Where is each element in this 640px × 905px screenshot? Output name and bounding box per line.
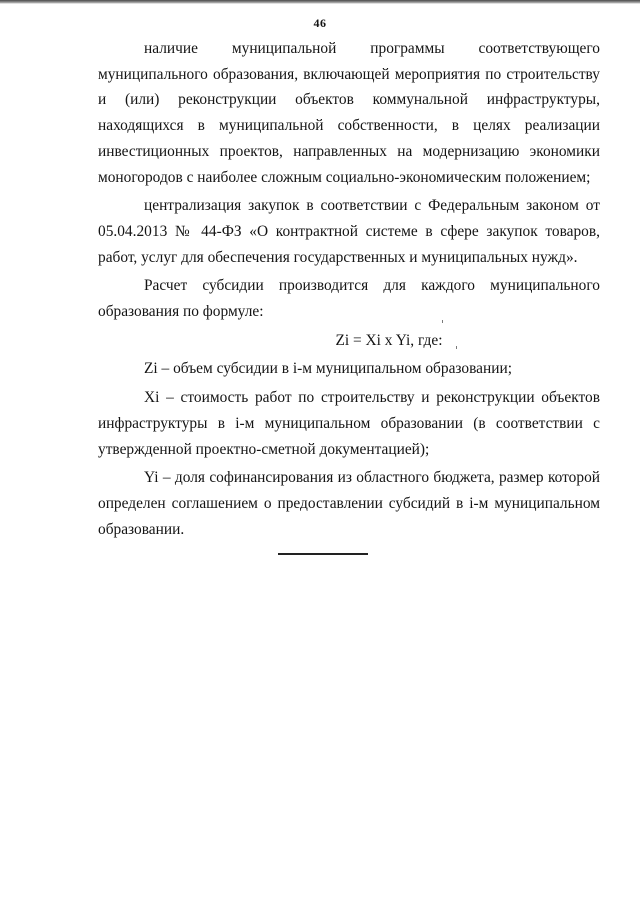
definition-zi: Zi – объем субсидии в i-м муниципальном образовании; — [144, 360, 512, 378]
scan-speck — [442, 320, 443, 323]
page-number: 46 — [313, 16, 327, 30]
definition-xi: Xi – стоимость работ по строительству и реконструкции объектов инфраструктуры в i-м муниципальном образовании (в соответствии с утвержденной проектно-сметной документацией); — [98, 389, 600, 458]
paragraph-subsidy-calculation: Расчет субсидии производится для каждого муниципального образования по формуле: — [98, 277, 600, 321]
definition-yi: Yi – доля софинансирования из областного бюджета, размер которой определен соглашением о предоставлении субсидий в i-м муниципальном образовании. — [98, 469, 600, 538]
document-body — [98, 36, 600, 542]
end-of-text-rule — [278, 553, 368, 555]
scan-speck — [456, 346, 457, 349]
scan-top-edge — [0, 0, 640, 4]
paragraph-procurement-centralization: централизация закупок в соответствии с Федеральным законом от 05.04.2013 № 44-ФЗ «О контрактной системе в сфере закупок товаров, работ, услуг для обеспечения государственных и муниципальных нужд». — [98, 197, 600, 266]
paragraph-municipal-program: наличие муниципальной программы соответствующего муниципального образования, включающей мероприятия по строительству и (или) реконструкции объектов коммунальной инфраструктуры, находящихся в муниципальной собственности, в целях реализации инвестиционных проектов, направленных на модернизацию экономики моногородов с наиболее сложным социально-экономическим положением; — [98, 40, 600, 186]
subsidy-formula: Zi = Xi x Yi, где: — [335, 331, 443, 349]
